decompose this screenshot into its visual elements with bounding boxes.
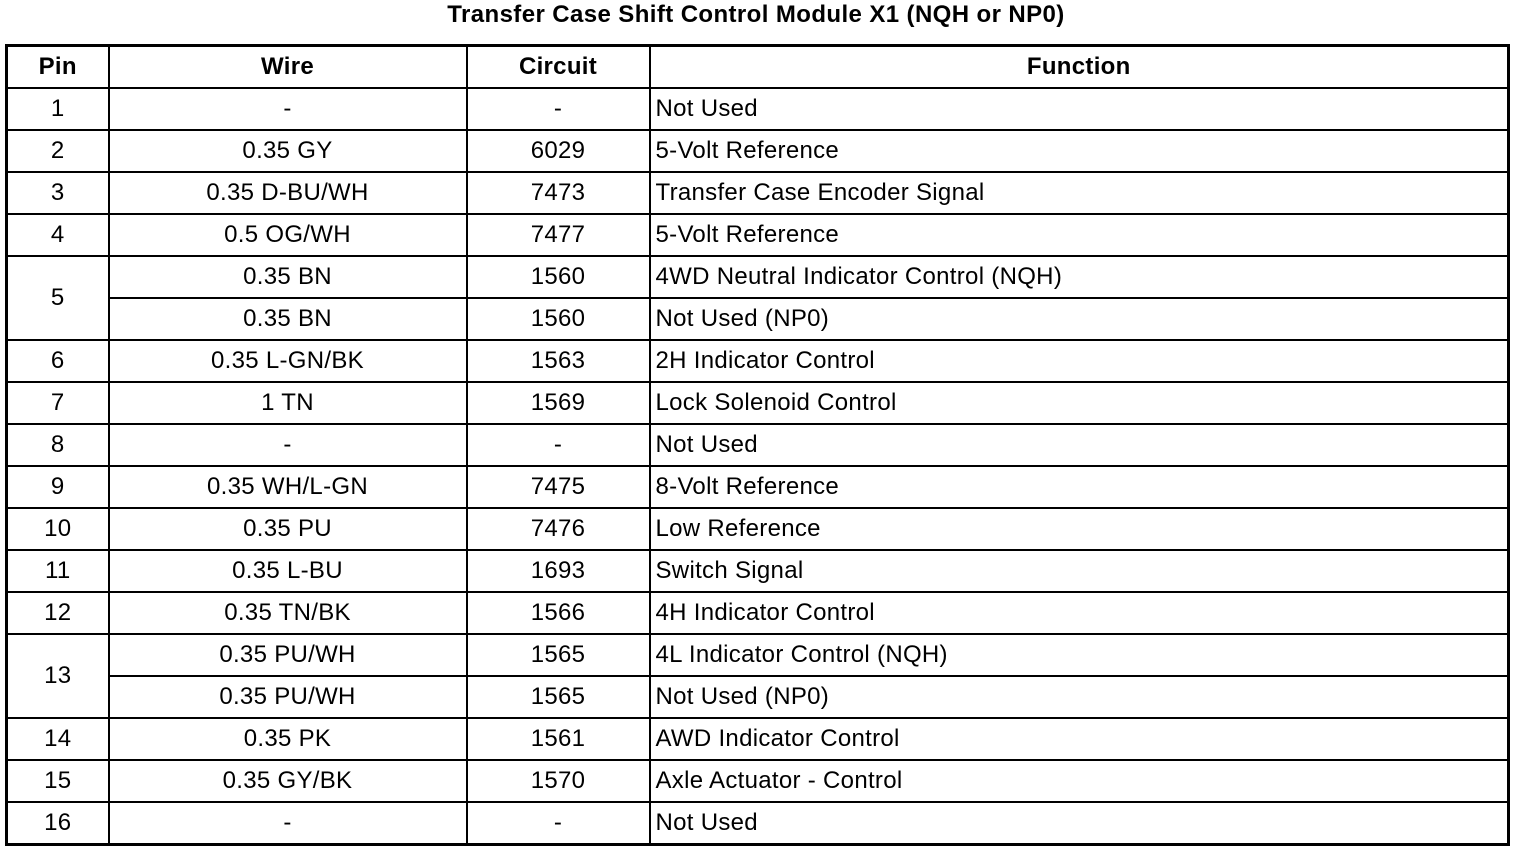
- function-cell: Not Used: [650, 424, 1509, 466]
- circuit-cell: 1566: [467, 592, 650, 634]
- table-row: [7, 634, 1509, 676]
- pin-cell: 8: [7, 424, 109, 466]
- function-cell: Switch Signal: [650, 550, 1509, 592]
- pin-cell: 5: [7, 256, 109, 340]
- table-row: [7, 466, 1509, 508]
- circuit-cell: 1565: [467, 676, 650, 718]
- table-row: [7, 88, 1509, 130]
- pin-cell: 14: [7, 718, 109, 760]
- table-row: [7, 508, 1509, 550]
- circuit-cell: 1563: [467, 340, 650, 382]
- function-cell: 4WD Neutral Indicator Control (NQH): [650, 256, 1509, 298]
- table-row: [7, 718, 1509, 760]
- table-row: [7, 382, 1509, 424]
- function-cell: Not Used: [650, 802, 1509, 845]
- table-row: [7, 130, 1509, 172]
- table-row: [7, 760, 1509, 802]
- function-cell: 2H Indicator Control: [650, 340, 1509, 382]
- function-cell: 4L Indicator Control (NQH): [650, 634, 1509, 676]
- function-cell: Transfer Case Encoder Signal: [650, 172, 1509, 214]
- table-title: Transfer Case Shift Control Module X1 (NQH or NP0): [447, 1, 1065, 28]
- table-row: [7, 340, 1509, 382]
- pin-cell: 1: [7, 88, 109, 130]
- pin-cell: 7: [7, 382, 109, 424]
- pinout-table: [5, 44, 1510, 846]
- pin-cell: 3: [7, 172, 109, 214]
- circuit-cell: 1560: [467, 256, 650, 298]
- wire-cell: 0.35 L-GN/BK: [109, 340, 467, 382]
- table-row: [7, 172, 1509, 214]
- pin-cell: 10: [7, 508, 109, 550]
- pin-cell: 13: [7, 634, 109, 718]
- table-row: [7, 550, 1509, 592]
- circuit-cell: -: [467, 88, 650, 130]
- function-cell: 5-Volt Reference: [650, 214, 1509, 256]
- table-row: [7, 802, 1509, 845]
- pin-header: Pin: [7, 46, 109, 89]
- header-row: [7, 46, 1509, 89]
- wire-cell: 0.35 PU/WH: [109, 676, 467, 718]
- function-cell: Not Used: [650, 88, 1509, 130]
- circuit-cell: 7477: [467, 214, 650, 256]
- circuit-cell: 1693: [467, 550, 650, 592]
- pin-cell: 11: [7, 550, 109, 592]
- wire-cell: -: [109, 802, 467, 845]
- pin-cell: 16: [7, 802, 109, 845]
- pin-cell: 2: [7, 130, 109, 172]
- wire-cell: 0.35 PK: [109, 718, 467, 760]
- wire-cell: 0.5 OG/WH: [109, 214, 467, 256]
- pin-cell: 12: [7, 592, 109, 634]
- function-cell: Axle Actuator - Control: [650, 760, 1509, 802]
- function-cell: Not Used (NP0): [650, 676, 1509, 718]
- wire-cell: 0.35 PU/WH: [109, 634, 467, 676]
- circuit-cell: 7473: [467, 172, 650, 214]
- circuit-cell: 1569: [467, 382, 650, 424]
- function-cell: AWD Indicator Control: [650, 718, 1509, 760]
- function-cell: Lock Solenoid Control: [650, 382, 1509, 424]
- table-row: [7, 298, 1509, 340]
- wire-cell: 0.35 L-BU: [109, 550, 467, 592]
- circuit-cell: -: [467, 802, 650, 845]
- wire-cell: 0.35 BN: [109, 256, 467, 298]
- pin-cell: 9: [7, 466, 109, 508]
- wire-cell: 0.35 TN/BK: [109, 592, 467, 634]
- wire-cell: 0.35 GY: [109, 130, 467, 172]
- function-cell: 5-Volt Reference: [650, 130, 1509, 172]
- circuit-cell: 7476: [467, 508, 650, 550]
- pin-cell: 6: [7, 340, 109, 382]
- circuit-cell: 1560: [467, 298, 650, 340]
- function-cell: 4H Indicator Control: [650, 592, 1509, 634]
- wire-cell: -: [109, 88, 467, 130]
- wire-header: Wire: [109, 46, 467, 89]
- wire-cell: 0.35 GY/BK: [109, 760, 467, 802]
- wire-cell: -: [109, 424, 467, 466]
- table-row: [7, 676, 1509, 718]
- circuit-cell: -: [467, 424, 650, 466]
- circuit-cell: 1570: [467, 760, 650, 802]
- table-row: [7, 424, 1509, 466]
- circuit-cell: 7475: [467, 466, 650, 508]
- wire-cell: 0.35 BN: [109, 298, 467, 340]
- table-row: [7, 256, 1509, 298]
- circuit-cell: 1561: [467, 718, 650, 760]
- pin-cell: 15: [7, 760, 109, 802]
- circuit-cell: 6029: [467, 130, 650, 172]
- function-header: Function: [650, 46, 1509, 89]
- wire-cell: 0.35 D-BU/WH: [109, 172, 467, 214]
- pin-cell: 4: [7, 214, 109, 256]
- table-row: [7, 214, 1509, 256]
- function-cell: Low Reference: [650, 508, 1509, 550]
- table-row: [7, 592, 1509, 634]
- function-cell: 8-Volt Reference: [650, 466, 1509, 508]
- circuit-header: Circuit: [467, 46, 650, 89]
- wire-cell: 0.35 WH/L-GN: [109, 466, 467, 508]
- wire-cell: 1 TN: [109, 382, 467, 424]
- wire-cell: 0.35 PU: [109, 508, 467, 550]
- circuit-cell: 1565: [467, 634, 650, 676]
- function-cell: Not Used (NP0): [650, 298, 1509, 340]
